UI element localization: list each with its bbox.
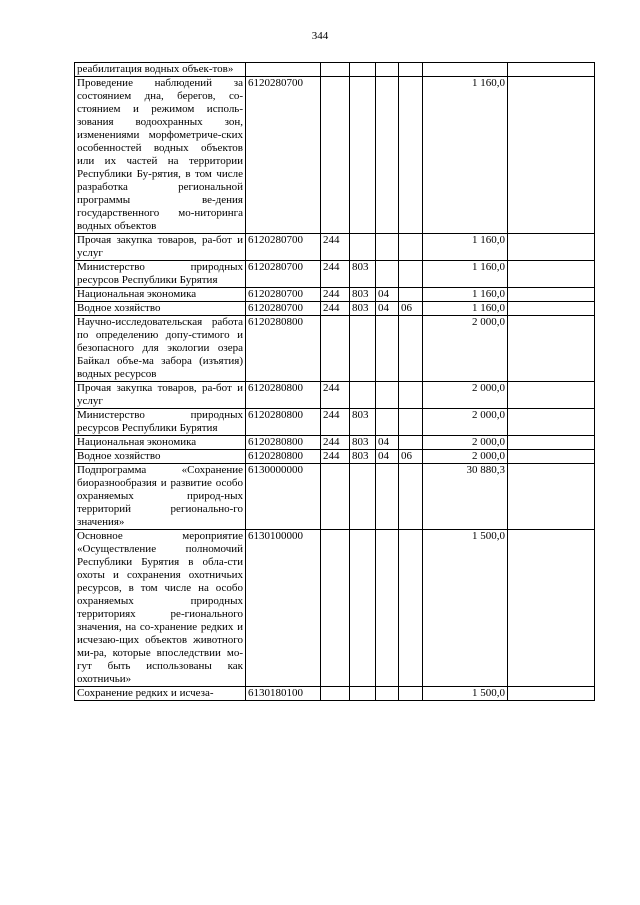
cell-expense-type: 244 — [321, 302, 350, 316]
cell-amount: 2 000,0 — [423, 450, 508, 464]
table-row — [75, 464, 595, 530]
cell-target-code: 6120280700 — [246, 234, 321, 261]
cell-expense-type — [321, 77, 350, 234]
cell-subsection — [399, 77, 423, 234]
cell-target-code: 6130180100 — [246, 687, 321, 701]
cell-ministry-code — [350, 234, 376, 261]
cell-name: Прочая закупка товаров, ра-бот и услуг — [75, 234, 246, 261]
cell-name: Министерство природных ресурсов Республики Бурятия — [75, 409, 246, 436]
table-row — [75, 77, 595, 234]
cell-name: Водное хозяйство — [75, 450, 246, 464]
table-row — [75, 436, 595, 450]
cell-section — [376, 382, 399, 409]
cell-section — [376, 234, 399, 261]
cell-extra — [508, 530, 595, 687]
table-row — [75, 316, 595, 382]
table-row — [75, 530, 595, 687]
cell-name: Проведение наблюдений за состоянием дна, берегов, со-стоянием и режимом исполь-зования водоохранных зон, изменениями морфометриче-ских особенностей водных объектов или их частей на территории Республики Бу-рятия, в том числе разработка региональной программы ве-дения государственного мо-ниторинга водных объектов — [75, 77, 246, 234]
cell-extra — [508, 436, 595, 450]
table-row — [75, 63, 595, 77]
cell-target-code: 6120280800 — [246, 450, 321, 464]
cell-section — [376, 316, 399, 382]
cell-amount: 2 000,0 — [423, 409, 508, 436]
cell-amount: 1 500,0 — [423, 530, 508, 687]
table-row — [75, 382, 595, 409]
table-row — [75, 302, 595, 316]
cell-name: Водное хозяйство — [75, 302, 246, 316]
cell-section — [376, 530, 399, 687]
cell-section — [376, 464, 399, 530]
cell-name: Национальная экономика — [75, 288, 246, 302]
cell-expense-type: 244 — [321, 436, 350, 450]
table-row — [75, 288, 595, 302]
cell-amount: 1 500,0 — [423, 687, 508, 701]
cell-ministry-code — [350, 77, 376, 234]
cell-amount: 1 160,0 — [423, 234, 508, 261]
cell-subsection — [399, 234, 423, 261]
cell-expense-type — [321, 316, 350, 382]
cell-amount: 1 160,0 — [423, 77, 508, 234]
cell-subsection — [399, 261, 423, 288]
cell-amount: 2 000,0 — [423, 316, 508, 382]
cell-expense-type: 244 — [321, 234, 350, 261]
cell-target-code: 6120280700 — [246, 302, 321, 316]
cell-amount: 2 000,0 — [423, 436, 508, 450]
cell-name: Сохранение редких и исчеза- — [75, 687, 246, 701]
cell-extra — [508, 316, 595, 382]
cell-expense-type: 244 — [321, 409, 350, 436]
cell-expense-type: 244 — [321, 288, 350, 302]
cell-name: Подпрограмма «Сохранение биоразнообразия и развитие особо охраняемых природ-ных территорий регионально-го значения» — [75, 464, 246, 530]
cell-expense-type — [321, 464, 350, 530]
cell-extra — [508, 450, 595, 464]
cell-ministry-code — [350, 530, 376, 687]
cell-amount — [423, 63, 508, 77]
cell-subsection: 06 — [399, 450, 423, 464]
cell-ministry-code: 803 — [350, 288, 376, 302]
budget-table — [74, 62, 595, 701]
cell-ministry-code — [350, 316, 376, 382]
cell-ministry-code: 803 — [350, 436, 376, 450]
cell-extra — [508, 382, 595, 409]
cell-section — [376, 687, 399, 701]
cell-name: Основное мероприятие «Осуществление полномочий Республики Бурятия в обла-сти охоты и сохранения охотничьих ресурсов, в том числе на особо охраняемых природных территориях ре-гионального значения, на со-хранение редких и исчезаю-щих объектов животного ми-ра, которые впоследствии мо-гут быть использованы как охотничьи» — [75, 530, 246, 687]
cell-target-code: 6120280700 — [246, 288, 321, 302]
cell-extra — [508, 261, 595, 288]
cell-amount: 1 160,0 — [423, 288, 508, 302]
cell-extra — [508, 288, 595, 302]
cell-subsection — [399, 687, 423, 701]
cell-target-code — [246, 63, 321, 77]
cell-name: Прочая закупка товаров, ра-бот и услуг — [75, 382, 246, 409]
cell-extra — [508, 464, 595, 530]
cell-subsection — [399, 436, 423, 450]
cell-target-code: 6130000000 — [246, 464, 321, 530]
table-row — [75, 261, 595, 288]
cell-name: Научно-исследовательская работа по определению допу-стимого и безопасного для экологии озера Байкал объе-ма забора (изъятия) водных ресурсов — [75, 316, 246, 382]
cell-target-code: 6130100000 — [246, 530, 321, 687]
cell-subsection — [399, 382, 423, 409]
cell-ministry-code — [350, 687, 376, 701]
cell-section — [376, 77, 399, 234]
cell-subsection: 06 — [399, 302, 423, 316]
cell-name: Министерство природных ресурсов Республики Бурятия — [75, 261, 246, 288]
cell-target-code: 6120280800 — [246, 316, 321, 382]
cell-ministry-code — [350, 464, 376, 530]
cell-ministry-code: 803 — [350, 261, 376, 288]
cell-ministry-code — [350, 382, 376, 409]
cell-amount: 30 880,3 — [423, 464, 508, 530]
cell-expense-type — [321, 530, 350, 687]
table-row — [75, 450, 595, 464]
cell-extra — [508, 63, 595, 77]
cell-subsection — [399, 530, 423, 687]
cell-name: реабилитация водных объек-тов» — [75, 63, 246, 77]
cell-expense-type: 244 — [321, 382, 350, 409]
cell-ministry-code: 803 — [350, 302, 376, 316]
cell-subsection — [399, 409, 423, 436]
cell-target-code: 6120280800 — [246, 436, 321, 450]
table-row — [75, 234, 595, 261]
cell-name: Национальная экономика — [75, 436, 246, 450]
cell-target-code: 6120280800 — [246, 409, 321, 436]
cell-extra — [508, 687, 595, 701]
cell-amount: 2 000,0 — [423, 382, 508, 409]
cell-expense-type — [321, 63, 350, 77]
cell-extra — [508, 234, 595, 261]
cell-section — [376, 63, 399, 77]
cell-section: 04 — [376, 450, 399, 464]
cell-subsection — [399, 464, 423, 530]
cell-subsection — [399, 288, 423, 302]
cell-section: 04 — [376, 302, 399, 316]
cell-expense-type: 244 — [321, 261, 350, 288]
cell-amount: 1 160,0 — [423, 261, 508, 288]
cell-subsection — [399, 63, 423, 77]
cell-target-code: 6120280700 — [246, 77, 321, 234]
cell-amount: 1 160,0 — [423, 302, 508, 316]
cell-section — [376, 261, 399, 288]
cell-subsection — [399, 316, 423, 382]
cell-ministry-code: 803 — [350, 450, 376, 464]
cell-ministry-code: 803 — [350, 409, 376, 436]
table-row — [75, 687, 595, 701]
cell-expense-type: 244 — [321, 450, 350, 464]
cell-target-code: 6120280800 — [246, 382, 321, 409]
cell-extra — [508, 409, 595, 436]
cell-extra — [508, 77, 595, 234]
cell-section: 04 — [376, 288, 399, 302]
table-row — [75, 409, 595, 436]
cell-expense-type — [321, 687, 350, 701]
cell-section — [376, 409, 399, 436]
cell-target-code: 6120280700 — [246, 261, 321, 288]
cell-extra — [508, 302, 595, 316]
cell-section: 04 — [376, 436, 399, 450]
page-number: 344 — [311, 30, 329, 42]
cell-ministry-code — [350, 63, 376, 77]
